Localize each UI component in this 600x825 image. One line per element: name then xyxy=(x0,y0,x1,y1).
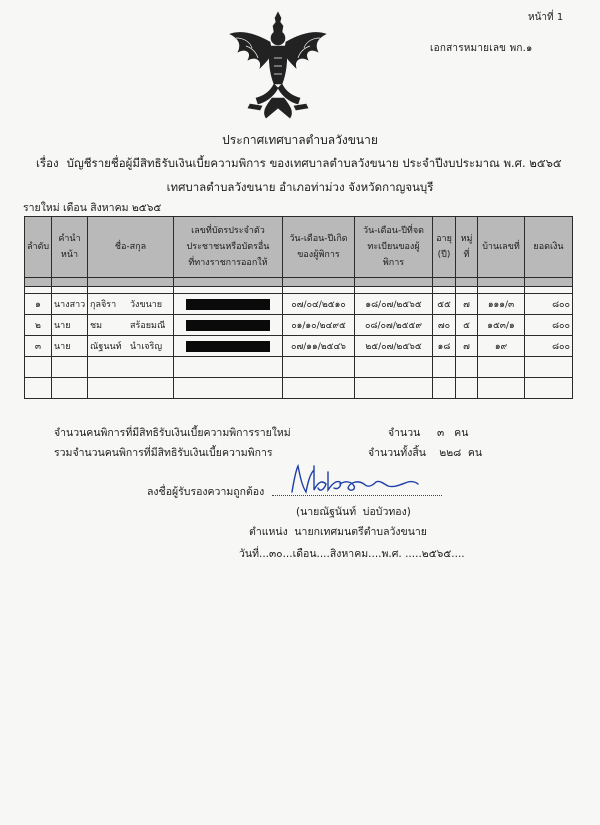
table-empty-row xyxy=(25,378,573,399)
cell-birth: ๐๗/๐๔/๒๕๑๐ xyxy=(283,294,355,315)
signer-name: (นายณัฐนันท์ บ่อบัวทอง) xyxy=(296,506,411,518)
redaction-bar xyxy=(186,320,270,331)
cell-age: ๕๕ xyxy=(433,294,456,315)
header-birth: วัน-เดือน-ปีเกิด ของผู้พิการ xyxy=(283,217,355,278)
total-count-label: รวมจำนวนคนพิการที่มีสิทธิรับเงินเบี้ยความพิการ xyxy=(54,447,273,459)
first-name: ณัฐนนท์ xyxy=(90,342,122,352)
header-name: ชื่อ-สกุล xyxy=(88,217,174,278)
new-count-value: จำนวน ๓ คน xyxy=(388,427,469,439)
cell-house: ๑๙ xyxy=(478,336,525,357)
table-row xyxy=(25,294,573,315)
cell-no: ๑ xyxy=(25,294,52,315)
announcement-subject xyxy=(36,155,562,173)
cell-age: ๗๐ xyxy=(433,315,456,336)
beneficiary-table xyxy=(24,216,573,399)
cell-registered: ๐๘/๐๗/๒๕๕๙ xyxy=(355,315,433,336)
redaction-bar xyxy=(186,299,270,310)
header-age: อายุ (ปี) xyxy=(433,217,456,278)
table-empty-row xyxy=(25,357,573,378)
announcement-location: เทศบาลตำบลวังขนาย อำเภอท่าม่วง จังหวัดกาญจนบุรี xyxy=(166,180,434,194)
first-name: ชม xyxy=(90,321,103,331)
cell-moo: ๗ xyxy=(456,294,478,315)
cell-birth: ๐๑/๑๐/๒๔๙๕ xyxy=(283,315,355,336)
header-prefix: คำนำหน้า xyxy=(52,217,88,278)
cell-prefix: นาย xyxy=(52,336,88,357)
garuda-emblem-icon xyxy=(226,8,330,120)
document-number: เอกสารหมายเลข พก.๑ xyxy=(430,43,533,54)
page-number: หน้าที่ 1 xyxy=(528,12,564,23)
cell-prefix: นาย xyxy=(52,315,88,336)
cell-prefix: นางสาว xyxy=(52,294,88,315)
signature-date: วันที่...๓๐...เดือน....สิงหาคม....พ.ศ. .....๒๕๖๕.... xyxy=(239,548,465,560)
header-id: เลขที่บัตรประจำตัวประชาชนหรือบัตรอื่นที่ทางราชการออกให้ xyxy=(174,217,283,278)
last-name: นำเจริญ xyxy=(130,342,163,352)
cell-id xyxy=(174,315,283,336)
cell-name xyxy=(88,315,174,336)
header-amount: ยอดเงิน xyxy=(525,217,573,278)
cell-age: ๑๘ xyxy=(433,336,456,357)
signer-position: ตำแหน่ง นายกเทศมนตรีตำบลวังขนาย xyxy=(249,526,427,538)
total-count-value: จำนวนทั้งสิ้น ๒๒๘ คน xyxy=(368,447,483,459)
subject-text: บัญชีรายชื่อผู้มีสิทธิรับเงินเบี้ยความพิการ ของเทศบาลตำบลวังขนาย ประจำปีงบประมาณ พ.ศ. ๒๕๖๕ xyxy=(66,156,562,170)
table-gap-row xyxy=(25,287,573,294)
cell-no: ๒ xyxy=(25,315,52,336)
certify-label: ลงชื่อผู้รับรองความถูกต้อง xyxy=(147,486,265,498)
cell-amount: ๘๐๐ xyxy=(525,336,573,357)
new-count-label: จำนวนคนพิการที่มีสิทธิรับเงินเบี้ยความพิการรายใหม่ xyxy=(54,427,291,439)
table-header-row xyxy=(25,217,573,278)
header-moo: หมู่ที่ xyxy=(456,217,478,278)
cell-moo: ๗ xyxy=(456,336,478,357)
first-name: กุลจิรา xyxy=(90,300,117,310)
header-no: ลำดับ xyxy=(25,217,52,278)
cell-house: ๑๕๓/๑ xyxy=(478,315,525,336)
last-name: วังขนาย xyxy=(130,300,163,310)
cell-house: ๑๑๑/๓ xyxy=(478,294,525,315)
cell-name xyxy=(88,336,174,357)
cell-id xyxy=(174,294,283,315)
list-subheading: รายใหม่ เดือน สิงหาคม ๒๕๖๕ xyxy=(23,202,162,214)
cell-id xyxy=(174,336,283,357)
cell-amount: ๘๐๐ xyxy=(525,315,573,336)
table-row xyxy=(25,315,573,336)
last-name: สร้อยมณี xyxy=(130,321,166,331)
cell-birth: ๐๗/๑๑/๒๕๔๖ xyxy=(283,336,355,357)
announcement-title: ประกาศเทศบาลตำบลวังขนาย xyxy=(222,133,378,147)
table-header-spacer xyxy=(25,278,573,287)
cell-registered: ๒๕/๐๗/๒๕๖๕ xyxy=(355,336,433,357)
cell-moo: ๕ xyxy=(456,315,478,336)
handwritten-signature xyxy=(284,462,424,498)
cell-registered: ๑๘/๐๗/๒๕๖๕ xyxy=(355,294,433,315)
cell-no: ๓ xyxy=(25,336,52,357)
cell-amount: ๘๐๐ xyxy=(525,294,573,315)
table-row xyxy=(25,336,573,357)
cell-name xyxy=(88,294,174,315)
subject-label: เรื่อง xyxy=(36,156,59,170)
header-registered: วัน-เดือน-ปีที่จดทะเบียนของผู้พิการ xyxy=(355,217,433,278)
redaction-bar xyxy=(186,341,270,352)
header-house: บ้านเลขที่ xyxy=(478,217,525,278)
